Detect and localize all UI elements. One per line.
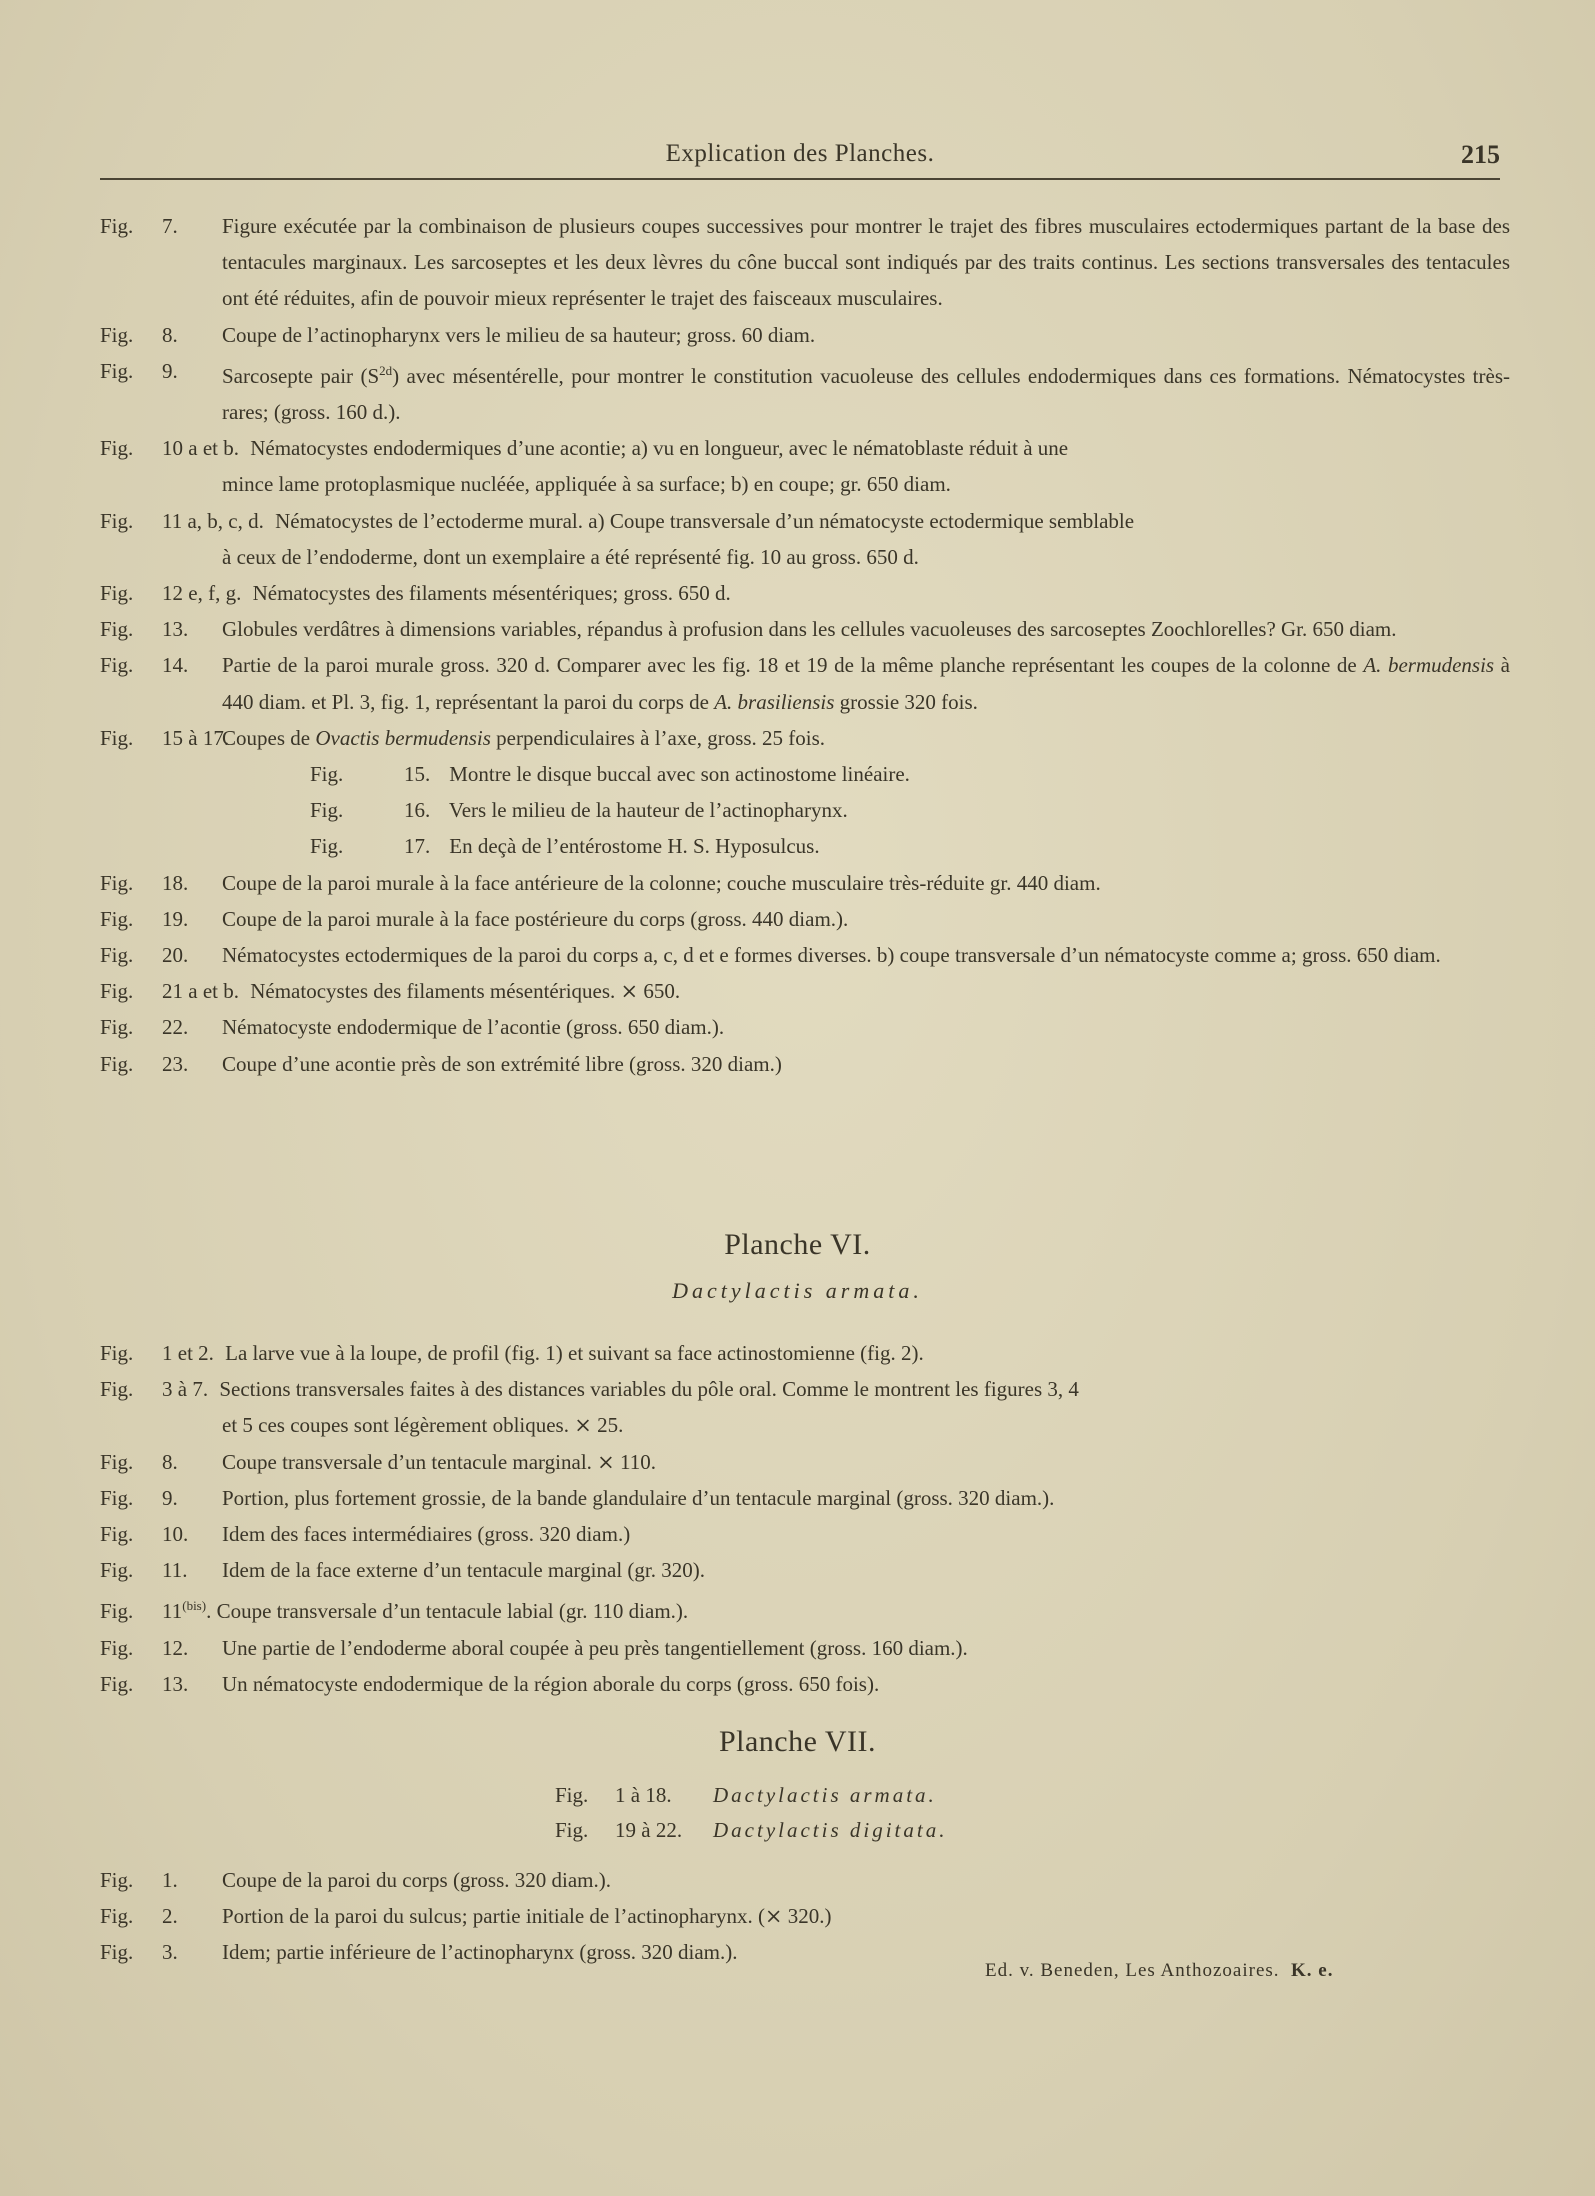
- entry-fig-20: Fig. 20. Nématocystes ectodermiques de la paroi du corps a, c, d et e formes diverses. b) coupe transversale d’un nématocyste comme a; gross. 650 diam.: [100, 937, 1510, 973]
- entry-fig-11: Fig. 11 a, b, c, d. Nématocystes de l’ectoderme mural. a) Coupe transversale d’un nématocyste ectodermique semblable à ceux de l’endoderme, dont un exemplaire a été représenté fig. 10 au gross. 650 d.: [100, 508, 1135, 569]
- entry-fig-11: Fig. 11. Idem de la face externe d’un tentacule marginal (gr. 320).: [100, 1558, 705, 1583]
- entry-fig-23: Fig. 23. Coupe d’une acontie près de son extrémité libre (gross. 320 diam.): [100, 1046, 1510, 1082]
- entry-text: Globules verdâtres à dimensions variables, répandus à profusion dans les cellules vacuoleuses des sarcoseptes Zoochlorelles? Gr. 650 diam.: [222, 617, 1397, 642]
- entry-fig-18: Fig. 18. Coupe de la paroi murale à la face antérieure de la colonne; couche musculaire très-réduite gr. 440 diam.: [100, 865, 1510, 901]
- entry-fig-3-7: Fig. 3 à 7. Sections transversales faites à des distances variables du pôle oral. Comme le montrent les figures 3, 4 et 5 ces coupes sont légèrement obliques. ⨯ 25.: [100, 1377, 1079, 1438]
- entry-fig-7: Fig. 7. Figure exécutée par la combinaison de plusieurs coupes successives pour montrer le trajet des fibres musculaires ectodermiques partant de la base des tentacules marginaux. Les sarcoseptes et les deux lèvres du cône buccal sont indiqués par des traits continus. Les sections transversales des tentacules ont été réduites, afin de pouvoir mieux représenter le trajet des faisceaux musculaires.: [100, 208, 1510, 317]
- subentry-fig-16: Fig. 16. Vers le milieu de la hauteur de l’actinopharynx.: [310, 798, 848, 823]
- entry-text: Coupe de la paroi murale à la face postérieure du corps (gross. 440 diam.).: [222, 906, 849, 931]
- plate7-group-1: Fig. 1 à 18. Dactylactis armata.: [555, 1783, 937, 1807]
- subentry-fig-15: Fig. 15. Montre le disque buccal avec son actinostome linéaire.: [310, 762, 910, 787]
- entry-fig-13: Fig. 13. Un nématocyste endodermique de la région aborale du corps (gross. 650 fois).: [100, 1671, 880, 1696]
- entry-text: Coupe d’une acontie près de son extrémité libre (gross. 320 diam.): [222, 1051, 782, 1076]
- entry-fig-22: Fig. 22. Nématocyste endodermique de l’acontie (gross. 650 diam.).: [100, 1009, 1510, 1045]
- entry-fig-1-2: Fig. 1 et 2. La larve vue à la loupe, de profil (fig. 1) et suivant sa face actinostomienne (fig. 2).: [100, 1341, 924, 1365]
- entry-fig-12: Fig. 12 e, f, g. Nématocystes des filaments mésentériques; gross. 650 d.: [100, 581, 731, 606]
- running-header: [100, 140, 1500, 180]
- plate6-species: Dactylactis armata.: [672, 1278, 923, 1303]
- entry-text: Coupe de l’actinopharynx vers le milieu de sa hauteur; gross. 60 diam.: [222, 322, 816, 347]
- plate6-entries: [100, 1335, 1510, 1702]
- entry-text: Sarcosepte pair $(S^{2d})$ avec mésentérelle, pour montrer le constitution vacuoleuse des cellules endodermiques dans ces formations. Nématocystes très-rares; (gross. 160 d.).: [222, 362, 1510, 425]
- entry-fig-14: Fig. 14. Partie de la paroi murale gross. 320 d. Comparer avec les fig. 18 et 19 de la même planche représentant les coupes de la colonne de A. bermudensis à 440 diam. et Pl. 3, fig. 1, représentant la paroi du corps de A. brasiliensis grossie 320 fois.: [100, 647, 1510, 719]
- entry-fig-10: Fig. 10. Idem des faces intermédiaires (gross. 320 diam.): [100, 1522, 631, 1547]
- entry-text: Nématocystes ectodermiques de la paroi du corps a, c, d et e formes diverses. b) coupe transversale d’un nématocyste comme a; gross. 650 diam.: [222, 943, 1441, 968]
- plate7-heading: Planche VII.: [718, 1725, 877, 1758]
- plate5-entries: [100, 208, 1510, 1082]
- entry-fig-21: Fig. 21 a et b. Nématocystes des filaments mésentériques. ⨯ 650.: [100, 979, 681, 1004]
- page-number: 215: [1461, 140, 1500, 169]
- subentry-fig-17: Fig. 17. En deçà de l’entérostome H. S. Hyposulcus.: [310, 834, 820, 859]
- plate7-group-2: Fig. 19 à 22. Dactylactis digitata.: [555, 1818, 948, 1842]
- entry-fig-1: Fig. 1. Coupe de la paroi du corps (gross. 320 diam.).: [100, 1868, 612, 1892]
- entry-fig-9: Fig. 9. Sarcosepte pair $(S^{2d})$ avec mésentérelle, pour montrer le constitution vacuoleuse des cellules endodermiques dans ces formations. Nématocystes très-rares; (gross. 160 d.).: [100, 353, 1510, 430]
- entry-fig-3: Fig. 3. Idem; partie inférieure de l’actinopharynx (gross. 320 diam.).: [100, 1940, 738, 1965]
- entry-fig-12: Fig. 12. Une partie de l’endoderme aboral coupée à peu près tangentiellement (gross. 160 diam.).: [100, 1635, 968, 1660]
- entry-fig-10: Fig. 10 a et b. Nématocystes endodermiques d’une acontie; a) vu en longueur, avec le nématoblaste réduit à une mince lame protoplasmique nucléée, appliquée à sa surface; b) en coupe; gr. 650 diam.: [100, 436, 1069, 497]
- imprint-footer: Ed. v. Beneden, Les Anthozoaires. K. e.: [985, 1960, 1334, 1981]
- entry-text: Coupe de la paroi murale à la face antérieure de la colonne; couche musculaire très-réduite gr. 440 diam.: [222, 870, 1101, 895]
- entry-text: Figure exécutée par la combinaison de plusieurs coupes successives pour montrer le trajet des fibres musculaires ectodermiques partant de la base des tentacules marginaux. Les sarcoseptes et les deux lèvres du cône buccal sont indiqués par des traits continus. Les sections transversales des tentacules ont été réduites, afin de pouvoir mieux représenter le trajet des faisceaux musculaires.: [222, 214, 1510, 311]
- entry-fig-9: Fig. 9. Portion, plus fortement grossie, de la bande glandulaire d’un tentacule marginal (gross. 320 diam.).: [100, 1485, 1055, 1510]
- header-rule: [100, 178, 1500, 180]
- running-title: Explication des Planches.: [665, 140, 935, 167]
- plate6-heading: Planche VI.: [724, 1228, 871, 1261]
- entry-text: Coupes de Ovactis bermudensis perpendiculaires à l’axe, gross. 25 fois.: [222, 725, 826, 750]
- entry-fig-2: Fig. 2. Portion de la paroi du sulcus; partie initiale de l’actinopharynx. (⨯ 320.): [100, 1904, 832, 1929]
- entry-text: Partie de la paroi murale gross. 320 d. Comparer avec les fig. 18 et 19 de la même planche représentant les coupes de la colonne de A. bermudensis à 440 diam. et Pl. 3, fig. 1, représentant la paroi du corps de A. brasiliensis grossie 320 fois.: [222, 653, 1510, 714]
- plate7-entries: [100, 1862, 1510, 1971]
- entry-fig-15-17: Fig. 15 à 17. Coupes de Ovactis bermudensis perpendiculaires à l’axe, gross. 25 fois.: [100, 720, 1510, 756]
- entry-fig-11-bis: Fig. $11^{(bis)}$. Coupe transversale d’un tentacule labial (gr. 110 diam.).: [100, 1598, 689, 1624]
- entry-fig-13: Fig. 13. Globules verdâtres à dimensions variables, répandus à profusion dans les cellules vacuoleuses des sarcoseptes Zoochlorelles? Gr. 650 diam.: [100, 611, 1510, 647]
- entry-fig-8: Fig. 8. Coupe transversale d’un tentacule marginal. ⨯ 110.: [100, 1449, 656, 1474]
- entry-text: Nématocyste endodermique de l’acontie (gross. 650 diam.).: [222, 1015, 725, 1040]
- entry-fig-19: Fig. 19. Coupe de la paroi murale à la face postérieure du corps (gross. 440 diam.).: [100, 901, 1510, 937]
- entry-fig-8: Fig. 8. Coupe de l’actinopharynx vers le milieu de sa hauteur; gross. 60 diam.: [100, 317, 1510, 353]
